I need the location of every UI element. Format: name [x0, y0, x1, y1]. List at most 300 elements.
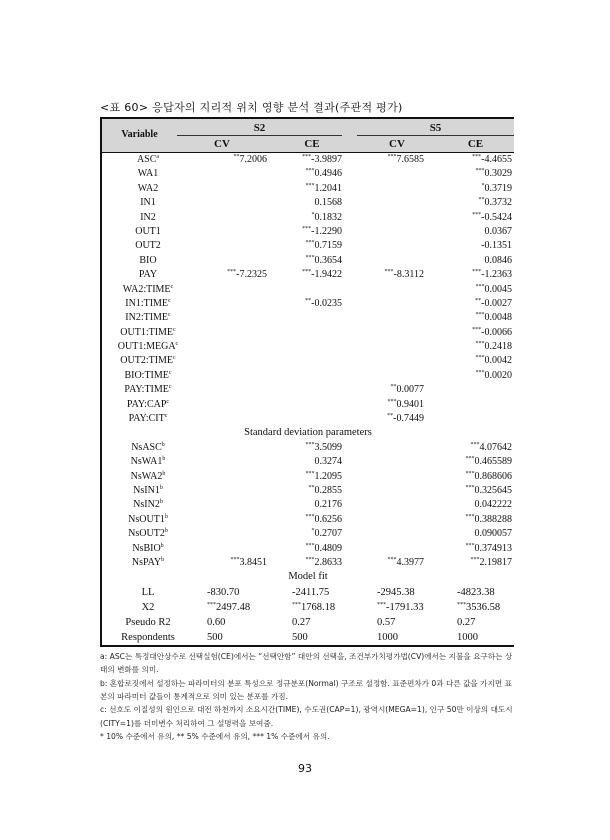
cell-value: -0.5424 [481, 211, 512, 223]
table-cell [481, 239, 512, 253]
row-label-superscript: b [159, 484, 163, 491]
row-label-text: NsIN2 [133, 499, 160, 511]
cell-value: 0.1568 [314, 197, 342, 209]
row-label [102, 455, 194, 469]
cell-value: 0.388288 [474, 513, 512, 525]
cell-value: -0.0066 [481, 326, 512, 338]
table-row [102, 455, 514, 469]
significance-stars: *** [302, 269, 312, 276]
significance-stars: *** [227, 269, 237, 276]
significance-stars: ** [475, 297, 482, 304]
table-header [102, 119, 514, 153]
row-label-superscript: b [160, 542, 164, 549]
row-label-superscript: c [173, 355, 176, 362]
table-row [102, 225, 514, 239]
row-label-text: NsOUT1 [128, 513, 165, 525]
cell-value: -2411.75 [292, 586, 330, 598]
table-row [102, 600, 514, 615]
results-table [100, 117, 514, 647]
cell-value: 4.3977 [396, 556, 424, 568]
table-row [102, 182, 514, 196]
table-cell [471, 556, 513, 570]
cell-value: 0.3029 [484, 168, 512, 180]
footnote-c: c: 선호도 이질성의 원인으로 대전 하천까지 소요시간(TIME), 수도권(CAP=1), 광역시(MEGA=1), 인구 50만 이상의 대도시(CITY=1)를 더미변수 처리하여 그 설명력을 보여줌. [100, 705, 513, 728]
header-s5-ce: CE [467, 138, 484, 150]
table-row [102, 354, 514, 368]
row-label-text: X2 [141, 601, 155, 613]
header-variable: Variable [121, 129, 158, 140]
table-row [102, 254, 514, 268]
row-label [102, 211, 194, 225]
cell-value: -0.7449 [393, 413, 424, 425]
table-row [102, 412, 514, 426]
cell-value: 0.6256 [314, 513, 342, 525]
table-cell [466, 455, 513, 469]
row-label-superscript: b [164, 528, 168, 535]
significance-stars: *** [377, 601, 386, 608]
row-label-superscript: c [168, 312, 171, 319]
cell-value: 2.19817 [479, 556, 512, 568]
row-label-superscript: c [168, 297, 171, 304]
cell-value: -7.2325 [236, 269, 267, 281]
row-label [102, 615, 194, 630]
cell-value: 1.2095 [314, 470, 342, 482]
significance-stars: *** [472, 269, 482, 276]
significance-stars: * [311, 211, 315, 218]
table-cell [485, 254, 513, 268]
table-cell [292, 615, 310, 630]
table-cell [388, 398, 425, 412]
significance-stars: *** [302, 154, 312, 160]
table-row [102, 239, 514, 253]
table-cell [306, 470, 343, 484]
table-cell [479, 196, 513, 210]
cell-value: 0.9401 [396, 398, 424, 410]
row-label [102, 441, 194, 455]
significance-stars: ** [233, 154, 240, 160]
cell-value: 7.2006 [239, 154, 267, 165]
cell-value: 0.325645 [474, 484, 512, 496]
cell-value: 3.8451 [239, 556, 267, 568]
table-cell [476, 369, 513, 383]
row-label [102, 254, 194, 268]
row-label-text: NsWA2 [130, 470, 163, 482]
table-cell [306, 254, 343, 268]
row-label-superscript: b [161, 441, 165, 448]
table-cell [302, 153, 342, 167]
row-label-superscript: c [168, 384, 172, 391]
significance-stars: ** [390, 384, 397, 391]
table-cell [391, 383, 425, 397]
row-label-text: NsBIO [132, 542, 161, 554]
row-label-superscript: b [162, 470, 166, 477]
significance-stars: ** [305, 297, 312, 304]
row-label-text: PAY [138, 269, 158, 281]
table-row [102, 297, 514, 311]
cell-value: -0.1351 [481, 240, 512, 252]
table-cell [472, 326, 512, 340]
table-cell [315, 196, 343, 210]
row-label-text: OUT1:MEGA [117, 341, 176, 353]
cell-value: -1.9422 [311, 269, 342, 281]
row-label-superscript: b [161, 556, 165, 563]
row-label [102, 167, 194, 181]
row-label [102, 196, 194, 210]
table-cell [472, 153, 512, 167]
table-row [102, 498, 514, 512]
significance-stars: *** [475, 355, 485, 362]
cell-value: 0.4809 [314, 542, 342, 554]
row-label [102, 470, 194, 484]
table-cell [292, 585, 329, 600]
cell-value: 500 [292, 631, 308, 643]
table-row [102, 441, 514, 455]
cell-value: 0.2176 [314, 499, 342, 511]
significance-stars: *** [472, 326, 482, 333]
table-cell [466, 470, 513, 484]
significance-stars: *** [305, 470, 315, 477]
cell-value: 2.8633 [314, 556, 342, 568]
significance-stars: *** [207, 601, 216, 608]
table-cell [466, 513, 513, 527]
header-s2-ce: CE [304, 138, 320, 150]
table-row [102, 585, 514, 600]
significance-stars: *** [465, 513, 475, 520]
table-cell [388, 556, 425, 570]
table-cell [377, 585, 415, 600]
significance-stars: *** [465, 542, 475, 549]
table-row [102, 630, 514, 645]
fit-rows [102, 585, 514, 645]
table-cell [466, 484, 513, 498]
table-cell [302, 225, 342, 239]
row-label [102, 354, 194, 368]
table-cell [234, 153, 268, 167]
cell-value: -8.3112 [393, 269, 424, 281]
table-cell [476, 167, 513, 181]
row-label-text: OUT2 [135, 240, 161, 252]
table-cell [309, 484, 343, 498]
row-label [102, 527, 194, 541]
cell-value: 3.5099 [314, 441, 342, 453]
table-row [102, 211, 514, 225]
row-label-text: OUT1 [135, 225, 161, 237]
row-label-superscript: c [175, 341, 179, 348]
footnote-significance: * 10% 수준에서 유의, ** 5% 수준에서 유의, *** 1% 수준에서 유의. [100, 732, 330, 742]
row-label [102, 239, 194, 253]
table-cell [377, 600, 424, 615]
cell-value: 0.0045 [484, 283, 512, 295]
significance-stars: *** [475, 369, 485, 376]
table-row [102, 527, 514, 541]
row-label-text: ASC [136, 154, 157, 165]
row-label-superscript: b [162, 456, 166, 463]
significance-stars: * [481, 182, 485, 189]
significance-stars: *** [470, 556, 480, 563]
cell-value: -4.4655 [481, 154, 512, 165]
table-cell [457, 585, 495, 600]
cell-value: -4823.38 [457, 586, 495, 598]
content-flow [100, 117, 514, 744]
table-title: <표 60> 응답자의 지리적 위치 영향 분석 결과(주관적 평가) [100, 101, 403, 114]
cell-value: -2945.38 [377, 586, 415, 598]
cell-value: 0.57 [377, 616, 396, 628]
row-label-text: NsPAY [131, 556, 162, 568]
table-row [102, 484, 514, 498]
cell-value: 0.374913 [474, 542, 512, 554]
row-label-text: NsASC [131, 441, 162, 453]
cell-value: 1.2041 [314, 182, 342, 194]
table-cell [207, 600, 250, 615]
table-cell [315, 498, 343, 512]
row-label-superscript: b [164, 513, 168, 520]
significance-stars: *** [305, 240, 315, 247]
table-cell [207, 585, 239, 600]
table-row [102, 513, 514, 527]
row-label [102, 225, 194, 239]
cell-value: 0.868606 [474, 470, 512, 482]
significance-stars: *** [305, 182, 315, 189]
significance-stars: *** [305, 254, 315, 261]
table-cell [305, 297, 342, 311]
row-label-superscript: c [173, 326, 176, 333]
row-label [102, 311, 194, 325]
table-cell [227, 268, 267, 282]
significance-stars: *** [475, 283, 485, 290]
cell-value: 0.090057 [474, 528, 512, 540]
table-cell [476, 283, 513, 297]
row-label [102, 556, 194, 570]
footnotes [100, 650, 514, 744]
table-cell [306, 239, 343, 253]
table-cell [377, 630, 398, 645]
cell-value: 500 [207, 631, 223, 643]
cell-value: -0.0235 [311, 297, 342, 309]
significance-stars: *** [387, 556, 397, 563]
significance-stars: *** [465, 456, 475, 463]
table-cell [387, 412, 424, 426]
table-row [102, 615, 514, 630]
row-label [102, 383, 194, 397]
row-label [102, 484, 194, 498]
significance-stars: *** [230, 556, 240, 563]
significance-stars: *** [387, 154, 397, 160]
significance-stars: *** [305, 441, 315, 448]
significance-stars: ** [387, 413, 394, 420]
table-row [102, 369, 514, 383]
header-group-s5: S5 [357, 122, 514, 136]
row-label-superscript: c [164, 413, 168, 420]
table-row [102, 470, 514, 484]
cell-value: 1000 [457, 631, 478, 643]
cell-value: 1768.18 [301, 601, 336, 613]
table-cell [306, 167, 343, 181]
cell-value: 0.2418 [484, 341, 512, 353]
cell-value: 0.3732 [484, 197, 512, 209]
table-cell [207, 615, 225, 630]
row-label-superscript: c [170, 283, 174, 290]
table-cell [306, 556, 343, 570]
cell-value: 0.465589 [474, 456, 512, 468]
table-cell [315, 455, 343, 469]
significance-stars: *** [472, 154, 482, 160]
significance-stars: ** [308, 484, 315, 491]
footnote-a: a: ASC는 특정대안상수로 선택실험(CE)에서는 “선택안함” 대안의 선택을, 조건부가치평가법(CV)에서는 지불을 요구하는 상태의 변화를 의미. [100, 651, 513, 675]
significance-stars: *** [475, 341, 485, 348]
table-row [102, 398, 514, 412]
significance-stars: *** [470, 441, 480, 448]
row-label-text: IN2 [140, 211, 156, 223]
row-label-superscript: a [156, 154, 160, 160]
table-row [102, 340, 514, 354]
cell-value: 0.3654 [314, 254, 342, 266]
row-label-text: NsIN1 [133, 484, 160, 496]
cell-value: 0.0042 [484, 355, 512, 367]
significance-stars: *** [302, 225, 312, 232]
cell-value: 0.4946 [314, 168, 342, 180]
row-label-text: BIO [139, 254, 157, 266]
table-cell [306, 542, 343, 556]
row-label [102, 326, 194, 340]
cell-value: -830.70 [207, 586, 240, 598]
row-label-text: NsOUT2 [128, 528, 165, 540]
table-cell [471, 441, 513, 455]
row-label-superscript: b [159, 499, 163, 506]
header-s2-cv: CV [214, 138, 230, 150]
table-cell [482, 182, 513, 196]
significance-stars: *** [305, 542, 315, 549]
significance-stars: * [311, 528, 315, 535]
row-label-text: IN2:TIME [125, 312, 169, 324]
row-label [102, 412, 194, 426]
row-label [102, 369, 194, 383]
table-row [102, 196, 514, 210]
table-cell [476, 354, 513, 368]
table-cell [485, 225, 513, 239]
table-row [102, 167, 514, 181]
table-cell [457, 615, 475, 630]
row-label [102, 630, 194, 645]
row-label [102, 513, 194, 527]
row-label-text: WA2:TIME [122, 283, 171, 295]
table-cell [302, 268, 342, 282]
table-cell [231, 556, 268, 570]
significance-stars: *** [387, 398, 397, 405]
row-label-text: NsWA1 [130, 456, 163, 468]
sd-rows [102, 441, 514, 571]
cell-value: 3536.58 [466, 601, 501, 613]
cell-value: 0.0020 [484, 369, 512, 381]
row-label-text: IN1 [140, 197, 156, 209]
significance-stars: *** [465, 484, 475, 491]
cell-value: 0.2707 [314, 528, 342, 540]
header-group-s2: S2 [177, 122, 342, 136]
row-label-text: Respondents [121, 631, 175, 643]
row-label [102, 182, 194, 196]
significance-stars: *** [465, 470, 475, 477]
table-row [102, 556, 514, 570]
significance-stars: *** [305, 513, 315, 520]
row-label-text: WA1 [137, 168, 159, 180]
table-cell [476, 311, 513, 325]
row-label-text: OUT1:TIME [120, 326, 174, 338]
significance-stars: *** [475, 312, 485, 319]
table-cell [292, 600, 335, 615]
sd-section-title: Standard deviation parameters [244, 427, 372, 439]
table-cell [292, 630, 308, 645]
cell-value: 7.6585 [396, 154, 424, 165]
cell-value: 0.0367 [484, 225, 512, 237]
table-row [102, 383, 514, 397]
significance-stars: ** [478, 197, 485, 204]
cell-value: -1.2363 [481, 269, 512, 281]
row-label [102, 153, 194, 167]
table-cell [312, 527, 343, 541]
table-cell [457, 600, 500, 615]
table-cell [475, 527, 513, 541]
significance-stars: *** [472, 211, 482, 218]
row-label [102, 268, 194, 282]
row-label [102, 542, 194, 556]
cell-value: 0.27 [457, 616, 476, 628]
table-cell [312, 211, 343, 225]
row-label-text: WA2 [137, 182, 159, 194]
row-label-text: PAY:TIME [124, 384, 169, 396]
cell-value: 4.07642 [479, 441, 512, 453]
row-label [102, 297, 194, 311]
cell-value: 0.27 [292, 616, 311, 628]
row-label-text: Pseudo R2 [125, 616, 171, 628]
table-cell [388, 153, 425, 167]
cell-value: 0.042222 [474, 499, 512, 511]
cell-value: -0.0027 [481, 297, 512, 309]
row-label [102, 340, 194, 354]
significance-stars: *** [305, 168, 315, 175]
fit-section-title: Model fit [288, 571, 328, 583]
table-cell [306, 513, 343, 527]
row-label [102, 600, 194, 615]
coefficient-rows [102, 153, 514, 426]
cell-value: 1000 [377, 631, 398, 643]
cell-value: -3.9897 [311, 154, 342, 165]
table-cell [476, 340, 513, 354]
footnote-b: b: 혼합로짓에서 설정하는 파라미터의 분포 특성으로 정규분포(Normal) 구조로 설정함. 표준편차가 0과 다른 값을 가지면 표본의 파라미터 값들이 통계적으로 의미 있는 분포를 가짐. [100, 678, 512, 701]
significance-stars: *** [384, 269, 394, 276]
row-label [102, 398, 194, 412]
cell-value: -1.2290 [311, 225, 342, 237]
table-row [102, 326, 514, 340]
row-label [102, 283, 194, 297]
row-label-superscript: c [168, 369, 172, 376]
row-label-text: IN1:TIME [125, 297, 169, 309]
cell-value: 0.0846 [484, 254, 512, 266]
cell-value: -1791.33 [386, 601, 424, 613]
cell-value: 0.60 [207, 616, 226, 628]
cell-value: 0.0048 [484, 312, 512, 324]
table-row [102, 268, 514, 282]
row-label-text: PAY:CAP [126, 398, 167, 410]
table-cell [207, 630, 223, 645]
row-label-superscript: c [166, 398, 170, 405]
page-number: 93 [298, 762, 312, 775]
cell-value: 0.1832 [314, 211, 342, 223]
significance-stars: *** [305, 556, 315, 563]
table-row [102, 542, 514, 556]
row-label-text: OUT2:TIME [120, 355, 174, 367]
table-cell [472, 268, 512, 282]
table-cell [475, 498, 513, 512]
cell-value: 0.3274 [314, 456, 342, 468]
